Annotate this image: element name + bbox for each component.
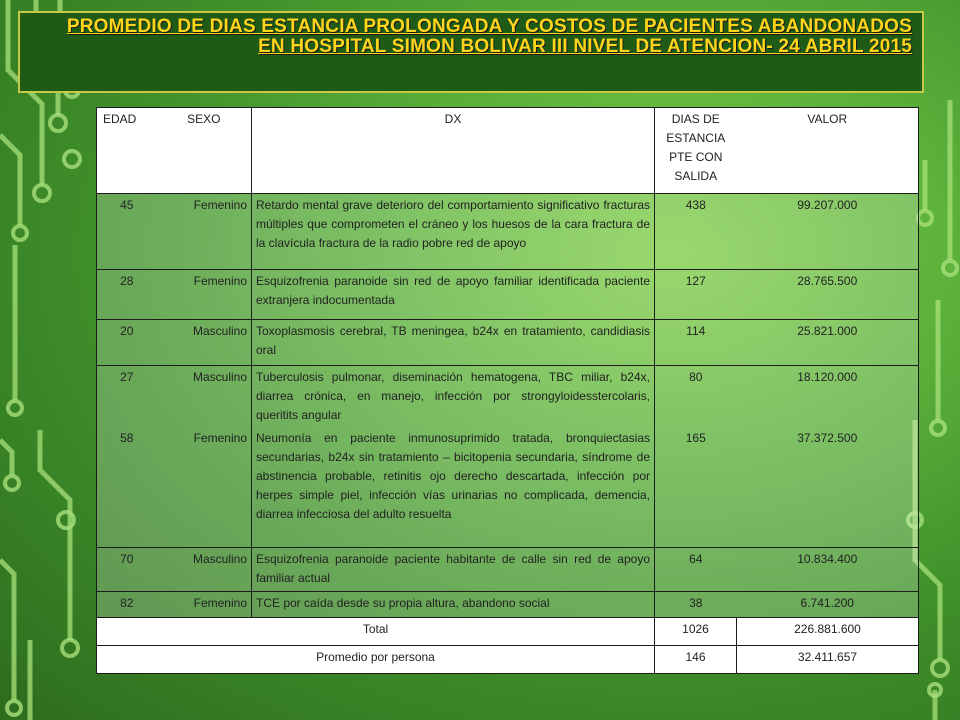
average-valor: 32.411.657 — [737, 645, 919, 673]
average-label: Promedio por persona — [97, 645, 655, 673]
total-label: Total — [97, 617, 655, 645]
patients-table — [96, 107, 919, 674]
cell-dias: 127 — [655, 270, 737, 320]
table-header-row — [97, 108, 919, 194]
cell-valor: 37.372.500 — [737, 427, 919, 547]
cell-edad: 82 — [97, 591, 157, 617]
cell-dx: Esquizofrenia paranoide paciente habitante de calle sin red de apoyo familiar actual — [252, 547, 655, 591]
cell-dx: Neumonía en paciente inmunosuprimido tratada, bronquiectasias secundarias, b24x sin tratamiento – bicitopenia secundaria, síndrome de abstinencia probable, retinitis ojo derecho descartada, infección por herpes simple piel, infección vías urinarias no complicada, demencia, diarrea infecciosa del adulto resuelta — [252, 427, 655, 547]
cell-valor: 18.120.000 — [737, 366, 919, 428]
cell-sexo: Masculino — [157, 547, 252, 591]
cell-dias: 80 — [655, 366, 737, 428]
cell-dx: Esquizofrenia paranoide sin red de apoyo familiar identificada paciente extranjera indocumentada — [252, 270, 655, 320]
header-sexo: SEXO — [157, 108, 252, 194]
cell-valor: 10.834.400 — [737, 547, 919, 591]
average-row — [97, 645, 919, 673]
cell-dx: TCE por caída desde su propia altura, abandono social — [252, 591, 655, 617]
cell-edad: 20 — [97, 320, 157, 366]
cell-dias: 64 — [655, 547, 737, 591]
cell-sexo: Femenino — [157, 270, 252, 320]
table-row — [97, 547, 919, 591]
cell-sexo: Femenino — [157, 194, 252, 270]
table-row — [97, 194, 919, 270]
cell-edad: 28 — [97, 270, 157, 320]
cell-dias: 165 — [655, 427, 737, 547]
table-row — [97, 591, 919, 617]
cell-dx: Tuberculosis pulmonar, diseminación hematogena, TBC miliar, b24x, diarrea crónica, en manejo, infección por strongyloidesstercolaris, queritits angular — [252, 366, 655, 428]
header-dias: DIAS DE ESTANCIA PTE CON SALIDA — [655, 108, 737, 194]
title-banner — [18, 11, 924, 93]
header-edad: EDAD — [97, 108, 157, 194]
cell-dx: Toxoplasmosis cerebral, TB meningea, b24x en tratamiento, candidiasis oral — [252, 320, 655, 366]
table-row — [97, 320, 919, 366]
table-row — [97, 427, 919, 547]
average-dias: 146 — [655, 645, 737, 673]
total-row — [97, 617, 919, 645]
cell-edad: 45 — [97, 194, 157, 270]
cell-valor: 6.741.200 — [737, 591, 919, 617]
total-dias: 1026 — [655, 617, 737, 645]
cell-dias: 38 — [655, 591, 737, 617]
slide-title: PROMEDIO DE DIAS ESTANCIA PROLONGADA Y COSTOS DE PACIENTES ABANDONADOS EN HOSPITAL SIMON BOLIVAR III NIVEL DE ATENCION- 24 ABRIL 2015 — [66, 16, 912, 57]
cell-edad: 27 — [97, 366, 157, 428]
cell-valor: 25.821.000 — [737, 320, 919, 366]
header-valor: VALOR — [737, 108, 919, 194]
table-row — [97, 366, 919, 428]
cell-sexo: Femenino — [157, 591, 252, 617]
cell-sexo: Femenino — [157, 427, 252, 547]
cell-sexo: Masculino — [157, 366, 252, 428]
header-dx: DX — [252, 108, 655, 194]
cell-dx: Retardo mental grave deterioro del comportamiento significativo fracturas múltiples que comprometen el cráneo y los huesos de la cara fractura de la clavícula fractura de la radio pobre red de apoyo — [252, 194, 655, 270]
cell-dias: 438 — [655, 194, 737, 270]
cell-edad: 70 — [97, 547, 157, 591]
cell-dias: 114 — [655, 320, 737, 366]
cell-sexo: Masculino — [157, 320, 252, 366]
table-row — [97, 270, 919, 320]
cell-valor: 99.207.000 — [737, 194, 919, 270]
total-valor: 226.881.600 — [737, 617, 919, 645]
cell-edad: 58 — [97, 427, 157, 547]
cell-valor: 28.765.500 — [737, 270, 919, 320]
